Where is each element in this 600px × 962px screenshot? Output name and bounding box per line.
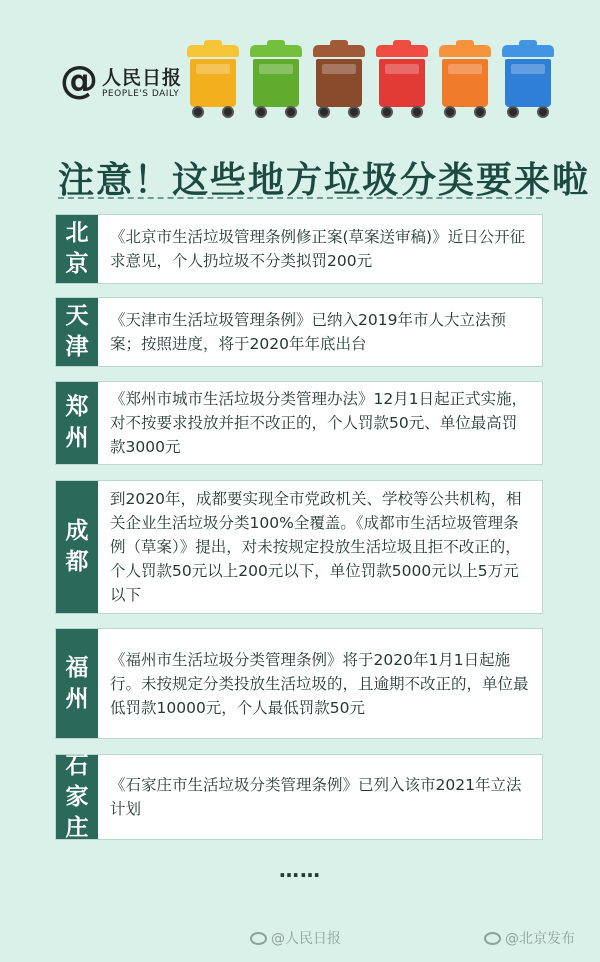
city-label: [56, 752, 98, 841]
city-char: 成: [65, 518, 89, 544]
city-label: [56, 298, 98, 366]
page-title: 注意！这些地方垃圾分类要来啦: [58, 160, 591, 201]
red-bin-icon: [375, 40, 429, 118]
watermark-beijing-release: [484, 928, 575, 948]
yellow-bin-icon: [186, 40, 240, 118]
city-char: 庄: [65, 814, 89, 841]
city-label: [56, 215, 98, 283]
logo-subtitle: PEOPLE'S DAILY: [102, 89, 180, 99]
city-char: 都: [65, 549, 89, 575]
weibo-icon: [484, 932, 501, 945]
logo-at-symbol: @: [60, 58, 98, 102]
city-char: 福: [65, 654, 89, 681]
city-label: [56, 382, 98, 464]
city-char: 北: [65, 220, 89, 246]
city-char: 州: [65, 685, 89, 712]
city-label: [56, 629, 98, 738]
card-text: 到2020年，成都要实现全市党政机关、学校等公共机构，相关企业生活垃圾分类100%全覆盖。《成都市生活垃圾管理条例（草案）》提出，对未按规定投放生活垃圾且拒不改正的，个人罚款50元以上200元以下，单位罚款5000元以上5万元以下: [110, 490, 522, 604]
watermark-text: @北京发布: [505, 931, 575, 947]
city-char: 京: [65, 251, 89, 277]
card-text: 《郑州市城市生活垃圾分类管理办法》12月1日起正式实施，对不按要求投放并拒不改正的，个人罚款50元、单位最高罚款3000元: [110, 390, 528, 456]
city-label: [56, 481, 98, 613]
orange-bin-icon: [438, 40, 492, 118]
card-text: 《天津市生活垃圾管理条例》已纳入2019年市人大立法预案；按照进度，将于2020年年底出台: [110, 311, 506, 353]
city-char: 石: [65, 752, 89, 779]
card-text: 《北京市生活垃圾管理条例修正案(草案送审稿)》近日公开征求意见，个人扔垃圾不分类拟罚200元: [110, 228, 526, 270]
weibo-icon: [250, 932, 267, 945]
blue-bin-icon: [501, 40, 555, 118]
title-divider: [58, 197, 542, 199]
green-bin-icon: [249, 40, 303, 118]
city-card-shijiazhuang: [55, 754, 543, 840]
trash-bins-illustration: [186, 40, 554, 118]
city-card-tianjin: [55, 297, 543, 367]
city-card-fuzhou: [55, 628, 543, 739]
watermark-peoples-daily: [250, 928, 341, 948]
city-char: 天: [65, 303, 89, 329]
city-char: 州: [65, 425, 89, 451]
logo-name: 人民日报: [102, 67, 183, 89]
watermark-text: @人民日报: [271, 931, 341, 947]
city-card-beijing: [55, 214, 543, 284]
city-card-chengdu: [55, 480, 543, 614]
city-card-zhengzhou: [55, 381, 543, 465]
peoples-daily-logo: [60, 60, 190, 106]
city-char: 家: [65, 783, 89, 810]
city-char: 津: [65, 334, 89, 360]
city-char: 郑: [65, 394, 89, 420]
card-text: 《石家庄市生活垃圾分类管理条例》已列入该市2021年立法计划: [110, 776, 522, 818]
brown-bin-icon: [312, 40, 366, 118]
ellipsis: ……: [279, 858, 321, 882]
card-text: 《福州市生活垃圾分类管理条例》将于2020年1月1日起施行。未按规定分类投放生活垃圾的，且逾期不改正的，单位最低罚款10000元，个人最低罚款50元: [110, 650, 529, 717]
